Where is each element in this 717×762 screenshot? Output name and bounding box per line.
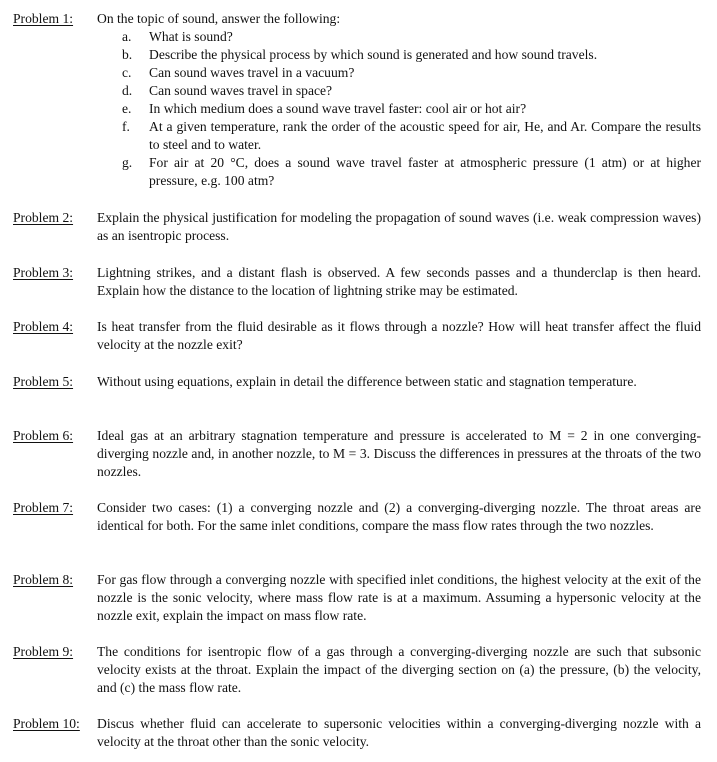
sub-question-text: For air at 20 °C, does a sound wave travel faster at atmospheric pressure (1 atm) or at higher pressure, e.g. 100 atm? (149, 155, 701, 188)
problem-text: For gas flow through a converging nozzle with specified inlet conditions, the highest velocity at the exit of the nozzle is the sonic velocity, where mass flow rate is at a maximum. Assuming a hypersonic velocity at the nozzle exit, explain the impact on mass flow rate. (97, 572, 701, 623)
sub-question-letter: g. (122, 155, 133, 170)
problem-label: Problem 5: (13, 374, 74, 389)
problem-label: Problem 1: (13, 11, 74, 26)
problem-1 (13, 10, 701, 190)
problem-9 (13, 643, 701, 697)
problem-3 (13, 264, 701, 300)
problem-text: Ideal gas at an arbitrary stagnation temperature and pressure is accelerated to M = 2 in one converging-diverging nozzle and, in another nozzle, to M = 3. Discuss the differences in pressures at the throats of the two nozzles. (97, 428, 701, 479)
sub-question-letter: f. (122, 119, 130, 134)
sub-question-e (97, 100, 701, 118)
problem-label: Problem 4: (13, 319, 74, 334)
problem-text: Discus whether fluid can accelerate to supersonic velocities within a converging-diverging nozzle with a velocity at the throat other than the sonic velocity. (97, 716, 701, 749)
problem-7 (13, 499, 701, 535)
problem-label: Problem 8: (13, 572, 74, 587)
problem-text: Is heat transfer from the fluid desirable as it flows through a nozzle? How will heat transfer affect the fluid velocity at the nozzle exit? (97, 319, 701, 352)
problem-4 (13, 318, 701, 354)
problem-10 (13, 715, 701, 751)
sub-question-d (97, 82, 701, 100)
sub-question-c (97, 64, 701, 82)
sub-question-f (97, 118, 701, 154)
problem-label: Problem 6: (13, 428, 74, 443)
sub-question-text: What is sound? (149, 29, 233, 44)
problem-text: Lightning strikes, and a distant flash is observed. A few seconds passes and a thunderclap is then heard. Explain how the distance to the location of lightning strike may be estimated. (97, 265, 701, 298)
problem-label: Problem 2: (13, 210, 74, 225)
sub-question-letter: a. (122, 29, 132, 44)
sub-question-g (97, 154, 701, 190)
sub-question-text: At a given temperature, rank the order of the acoustic speed for air, He, and Ar. Compare the results to steel and to water. (149, 119, 701, 152)
problem-8 (13, 571, 701, 625)
problem-label: Problem 10: (13, 716, 80, 731)
problem-2 (13, 209, 701, 245)
sub-question-letter: e. (122, 101, 132, 116)
problem-text: Without using equations, explain in detail the difference between static and stagnation temperature. (97, 374, 637, 389)
problem-6 (13, 427, 701, 481)
problem-label: Problem 9: (13, 644, 74, 659)
problem-label: Problem 7: (13, 500, 74, 515)
problem-5 (13, 373, 701, 391)
sub-question-text: Can sound waves travel in space? (149, 83, 333, 98)
problem-text: Consider two cases: (1) a converging nozzle and (2) a converging-diverging nozzle. The throat areas are identical for both. For the same inlet conditions, compare the mass flow rates through the two nozzles. (97, 500, 701, 533)
sub-question-text: In which medium does a sound wave travel faster: cool air or hot air? (149, 101, 527, 116)
problem-label: Problem 3: (13, 265, 74, 280)
problem-text: The conditions for isentropic flow of a gas through a converging-diverging nozzle are such that subsonic velocity exists at the throat. Explain the impact of the diverging section on (a) the pressure, (b) the velocity, and (c) the mass flow rate. (97, 644, 701, 695)
sub-question-text: Describe the physical process by which sound is generated and how sound travels. (149, 47, 598, 62)
sub-question-letter: b. (122, 47, 133, 62)
sub-question-b (97, 46, 701, 64)
sub-question-letter: c. (122, 65, 132, 80)
sub-question-a (97, 28, 701, 46)
problem-text: Explain the physical justification for modeling the propagation of sound waves (i.e. weak compression waves) as an isentropic process. (97, 210, 701, 243)
problem-intro: On the topic of sound, answer the following: (97, 11, 341, 26)
sub-question-text: Can sound waves travel in a vacuum? (149, 65, 355, 80)
sub-question-letter: d. (122, 83, 133, 98)
